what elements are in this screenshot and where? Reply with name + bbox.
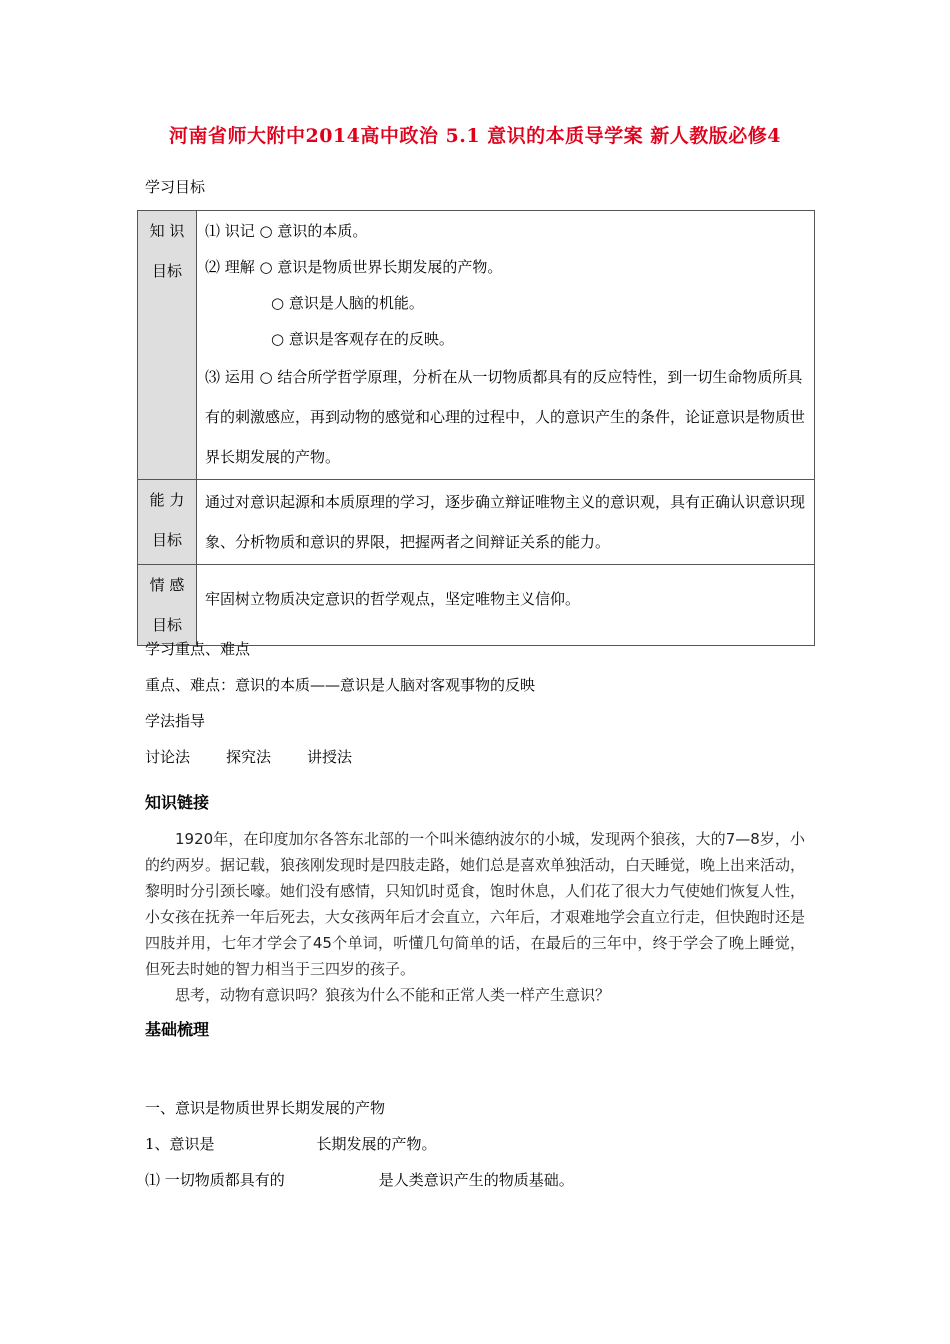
basics-heading: 基础梳理	[145, 1020, 210, 1039]
learning-goals-heading: 学习目标	[145, 178, 206, 196]
emotion-goals-label: 情 感 目标	[138, 565, 197, 646]
goal-understand-3: ○ 意识是客观存在的反映。	[271, 330, 454, 348]
goal-understand-2: ○ 意识是人脑的机能。	[271, 294, 424, 312]
key-points-text: 重点、难点：意识的本质——意识是人脑对客观事物的反映	[145, 676, 536, 694]
method-inquiry: 探究法	[226, 748, 272, 766]
section-1-title: 一、意识是物质世界长期发展的产物	[145, 1099, 386, 1117]
method-lecture: 讲授法	[307, 748, 353, 766]
emotion-goals-row	[138, 565, 815, 646]
learning-goals-table	[137, 210, 815, 646]
document-title: 河南省师大附中2014高中政治 5.1 意识的本质导学案 新人教版必修4	[168, 125, 781, 147]
goal-understand: ⑵ 理解 ○ 意识是物质世界长期发展的产物。	[205, 258, 503, 276]
knowledge-goals-label: 知 识 目标	[138, 211, 197, 480]
fill-blank-item-1: 1、意识是 长期发展的产物。	[145, 1135, 437, 1153]
fill-blank-item-2: ⑴ 一切物质都具有的 是人类意识产生的物质基础。	[145, 1171, 574, 1189]
goal-memorize: ⑴ 识记 ○ 意识的本质。	[205, 222, 368, 240]
ability-goals-label: 能 力 目标	[138, 480, 197, 565]
knowledge-link-heading: 知识链接	[145, 793, 210, 812]
key-points-heading: 学习重点、难点	[145, 640, 251, 658]
knowledge-link-passage	[145, 826, 805, 1008]
wolf-child-story: 1920年，在印度加尔各答东北部的一个叫米德纳波尔的小城，发现两个狼孩，大的7—8岁，小的约两岁。据记载，狼孩刚发现时是四肢走路，她们总是喜欢单独活动，白天睡觉，晚上出来活动，黎明时分引颈长嚎。她们没有感情，只知饥时觅食，饱时休息，人们花了很大力气使她们恢复人性，小女孩在抚养一年后死去，大女孩两年后才会直立，六年后，才艰难地学会直立行走，但快跑时还是四肢并用，七年才学会了45个单词，听懂几句简单的话，在最后的三年中，终于学会了晚上睡觉，但死去时她的智力相当于三四岁的孩子。	[145, 830, 806, 978]
method-discussion: 讨论法	[145, 748, 191, 766]
emotion-goals-content: 牢固树立物质决定意识的哲学观点，坚定唯物主义信仰。	[197, 565, 815, 646]
knowledge-goals-content	[197, 211, 815, 480]
method-heading: 学法指导	[145, 712, 206, 730]
goal-apply: ⑶ 运用 ○ 结合所学哲学原理，分析在从一切物质都具有的反应特性，到一切生命物质所具有的刺激感应，再到动物的感觉和心理的过程中，人的意识产生的条件，论证意识是物质世界长期发展的产物。	[205, 368, 806, 466]
method-list	[145, 746, 352, 767]
reflection-question: 思考，动物有意识吗？狼孩为什么不能和正常人类一样产生意识？	[175, 986, 611, 1004]
ability-goals-content: 通过对意识起源和本质原理的学习，逐步确立辩证唯物主义的意识观，具有正确认识意识现象、分析物质和意识的界限，把握两者之间辩证关系的能力。	[197, 480, 815, 565]
ability-goals-row	[138, 480, 815, 565]
knowledge-goals-row	[138, 211, 815, 480]
